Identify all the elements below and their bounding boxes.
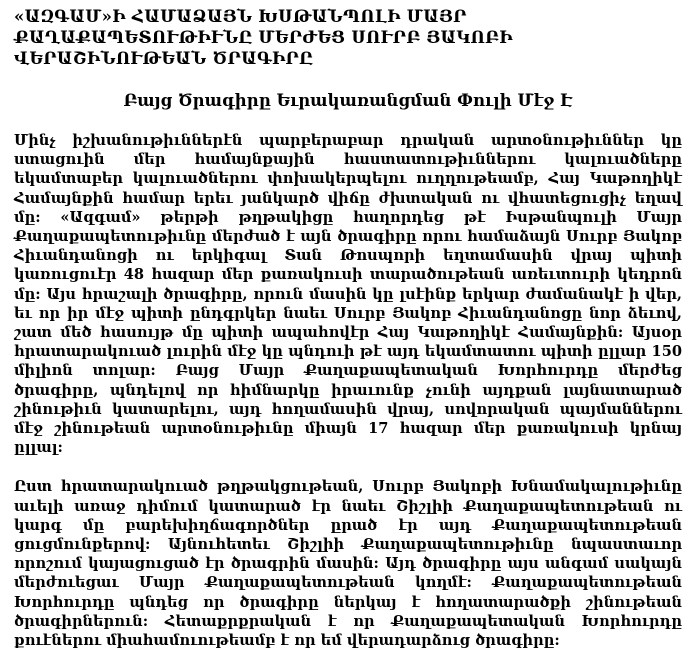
article-paragraph: Մինչ իշխանութիւններէն պարբերաբար դրական արտօնութիւններ կը ստացուին մեր համայնքային հաստատութիւններու կալուածները եկամտաբեր կալուածներու փոխակերպելու ուղղութեամբ, Հայ Կաթողիկէ Համայնքին համար երեւ յանկարծ վիճը ժխտական ու վհատեցուցիչ եղավ մը: «Ազգամ» թերթի թղթակիցը հաղորդեց թէ Իսթանպուլի Մայր Քաղաքապետութիւնը մերժած է այն ծրագիրը որու համաձայն Սուրբ Յակոբ Հիւանդանոցի ու երկիգալ Տան Թոսպորի եղտամասին վրայ պիտի կառուցուէր 48 հազար մեր քառակուսի տարածութեան առեւտուրի կեդրոն մը: Այս հրաշալի ծրագիրը, որուն մասին կը լսէինք երկար ժամանակէ ի վեր, եւ որ իր մէջ պիտի ընդգրկեր նաեւ Սուրբ Յակոբ Հիւանդանոցը նոր ձեւով, շատ մեծ հասույթ մը պիտի ապահովէր Հայ Կաթողիկէ Համայնքին: Այսօր հրատարակուած լուրին մէջ կը պնդուի թէ այդ եկամտատու պիտի ըլլար 150 միլիոն տոլար: Բայց Մայր Քաղաքապետական Խորհուրդը մերժեց ծրագիրը, պնդելով որ հիմնարկը իրաւունք չունի այդքան լայնատարած շինութիւն կատարելու, այդ հողամասին վրայ, սովորական պայմաններու մէջ շինութեան արտօնութիւնը միայն 17 հազար մեր քառակուսի կրնայ ըլլալ:: [14, 132, 682, 457]
article-headline: «ԱԶԳԱՄ»Ի ՀԱՄԱՁԱՅՆ ԽՍԹԱՆՊՈԼԻ ՄԱՅՐ ՔԱՂԱՔԱՊԵՏՈՒԹԻՒՆԸ ՄԵՐԺԵՑ ՍՈՒՐԲ ՅԱԿՈԲԻ ՎԵՐԱՇԻՆՈՒԹԵԱՆ ԾՐԱԳԻՐԸ: [14, 7, 513, 68]
article-paragraph: Ըստ հրատարակուած թղթակցութեան, Սուրբ Յակոբի Խնամակալութիւնը աւելի առաջ դիմում կատարած էր նաեւ Շիշլիի Քաղաքապետութեան ու կարգ մը բարեխիղճագործներ ըրած էր այդ Քաղաքապետութեան ցուցմունքերով: Այնուհետեւ Շիշլիի Քաղաքապետութիւնը նպաստաւոր որոշում կայացուցած էր ծրագրին մասին: Այդ ծրագիրը այս անգամ սակայն մերժուեցաւ Մայր Քաղաքապետութեան կողմէ: Քաղաքապետութեան Խորհուրդը պնդեց որ ծրագիրը ներկայ է հողատարածքի շինութեան ծրագիրներուն: Հետաքրքրական է որ Քաղաքապետական Խորհուրդը քուէներու միահամուութեամբ է որ եմ վերադարձուց ծրագիրը:: [14, 478, 682, 650]
article-subtitle: Բայց Ծրագիրը Եւրակառանցման Փուլի Մէջ Է: [123, 91, 573, 110]
